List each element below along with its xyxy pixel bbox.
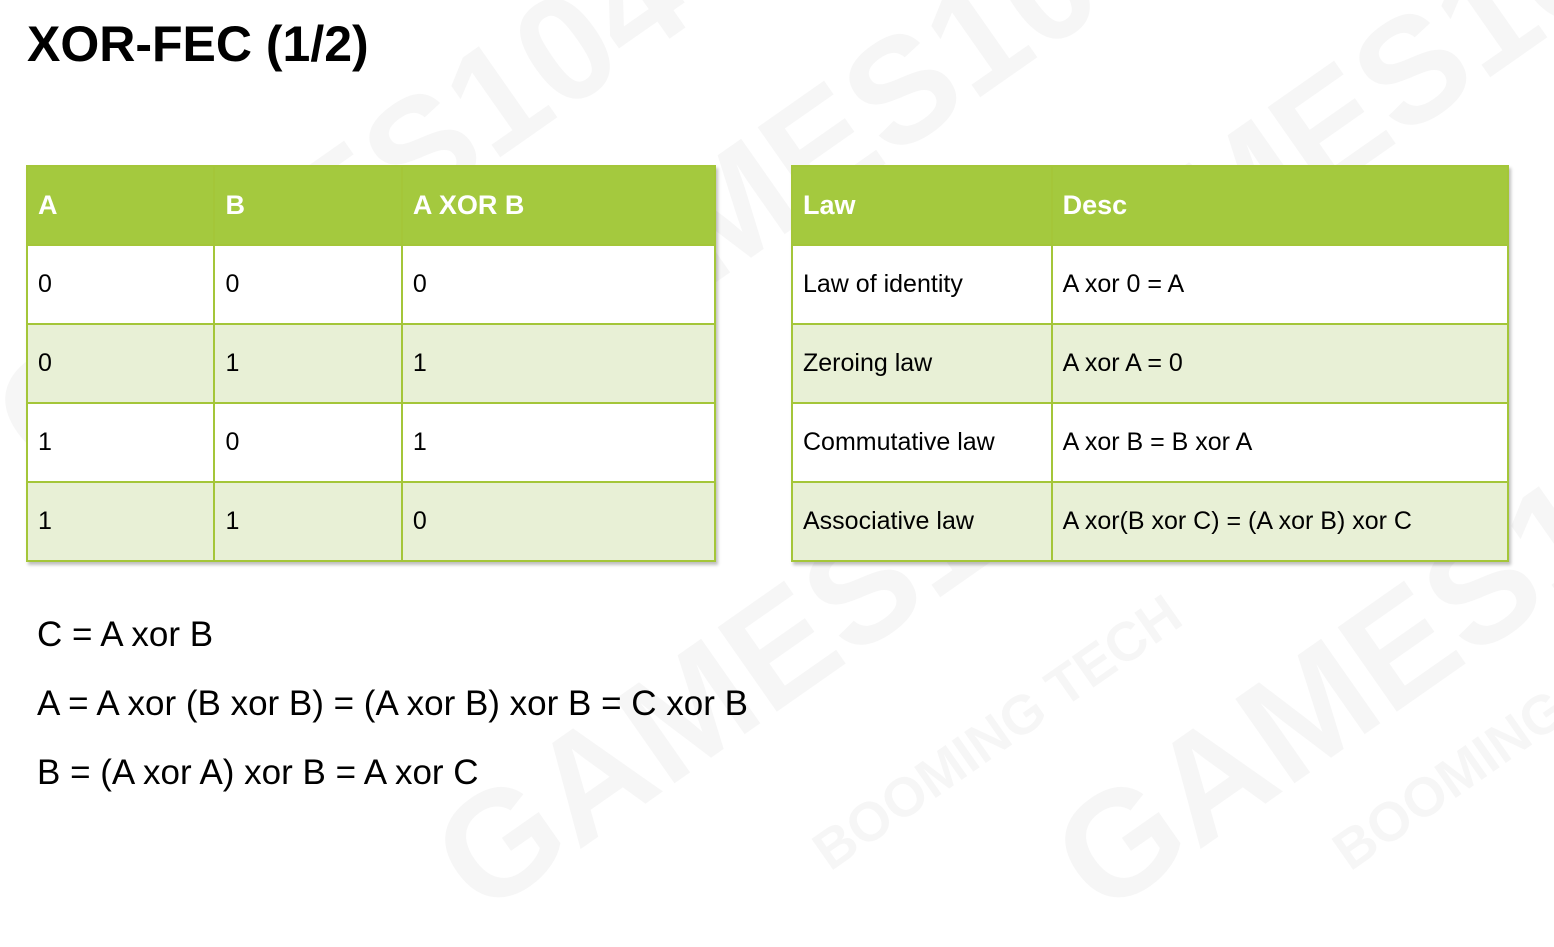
page-title: XOR-FEC (1/2) — [27, 16, 369, 72]
watermark-brand — [801, 581, 1193, 882]
formula-line: B = (A xor A) xor B = A xor C — [37, 753, 479, 792]
law-name: Associative law — [792, 482, 1052, 561]
law-desc: A xor A = 0 — [1052, 324, 1508, 403]
column-header-b: B — [214, 166, 401, 245]
table-row — [792, 324, 1508, 403]
table-cell: 1 — [27, 403, 214, 482]
table-row — [792, 403, 1508, 482]
law-name: Law of identity — [792, 245, 1052, 324]
table-cell: 0 — [214, 403, 401, 482]
law-desc: A xor 0 = A — [1052, 245, 1508, 324]
column-header-a-xor-b: A XOR B — [402, 166, 715, 245]
xor-truth-table — [26, 165, 716, 562]
table-cell: 1 — [214, 482, 401, 561]
table-cell: 1 — [214, 324, 401, 403]
table-cell: 1 — [402, 324, 715, 403]
table-row — [27, 324, 715, 403]
xor-laws-table — [791, 165, 1509, 562]
law-name: Zeroing law — [792, 324, 1052, 403]
table-cell: 0 — [27, 245, 214, 324]
table-row — [27, 403, 715, 482]
formula-line: A = A xor (B xor B) = (A xor B) xor B = C xor B — [37, 684, 748, 723]
formula-line: C = A xor B — [37, 615, 214, 654]
law-name: Commutative law — [792, 403, 1052, 482]
column-header-law: Law — [792, 166, 1052, 245]
table-row — [27, 245, 715, 324]
table-header-row — [792, 166, 1508, 245]
table-row — [27, 482, 715, 561]
table-cell: 1 — [402, 403, 715, 482]
table-cell: 0 — [214, 245, 401, 324]
table-header-row — [27, 166, 715, 245]
table-cell: 0 — [402, 245, 715, 324]
table-row — [792, 482, 1508, 561]
table-cell: 1 — [27, 482, 214, 561]
column-header-desc: Desc — [1052, 166, 1508, 245]
table-row — [792, 245, 1508, 324]
law-desc: A xor B = B xor A — [1052, 403, 1508, 482]
law-desc: A xor(B xor C) = (A xor B) xor C — [1052, 482, 1508, 561]
table-cell: 0 — [27, 324, 214, 403]
table-cell: 0 — [402, 482, 715, 561]
column-header-a: A — [27, 166, 214, 245]
watermark-brand — [1321, 581, 1554, 882]
